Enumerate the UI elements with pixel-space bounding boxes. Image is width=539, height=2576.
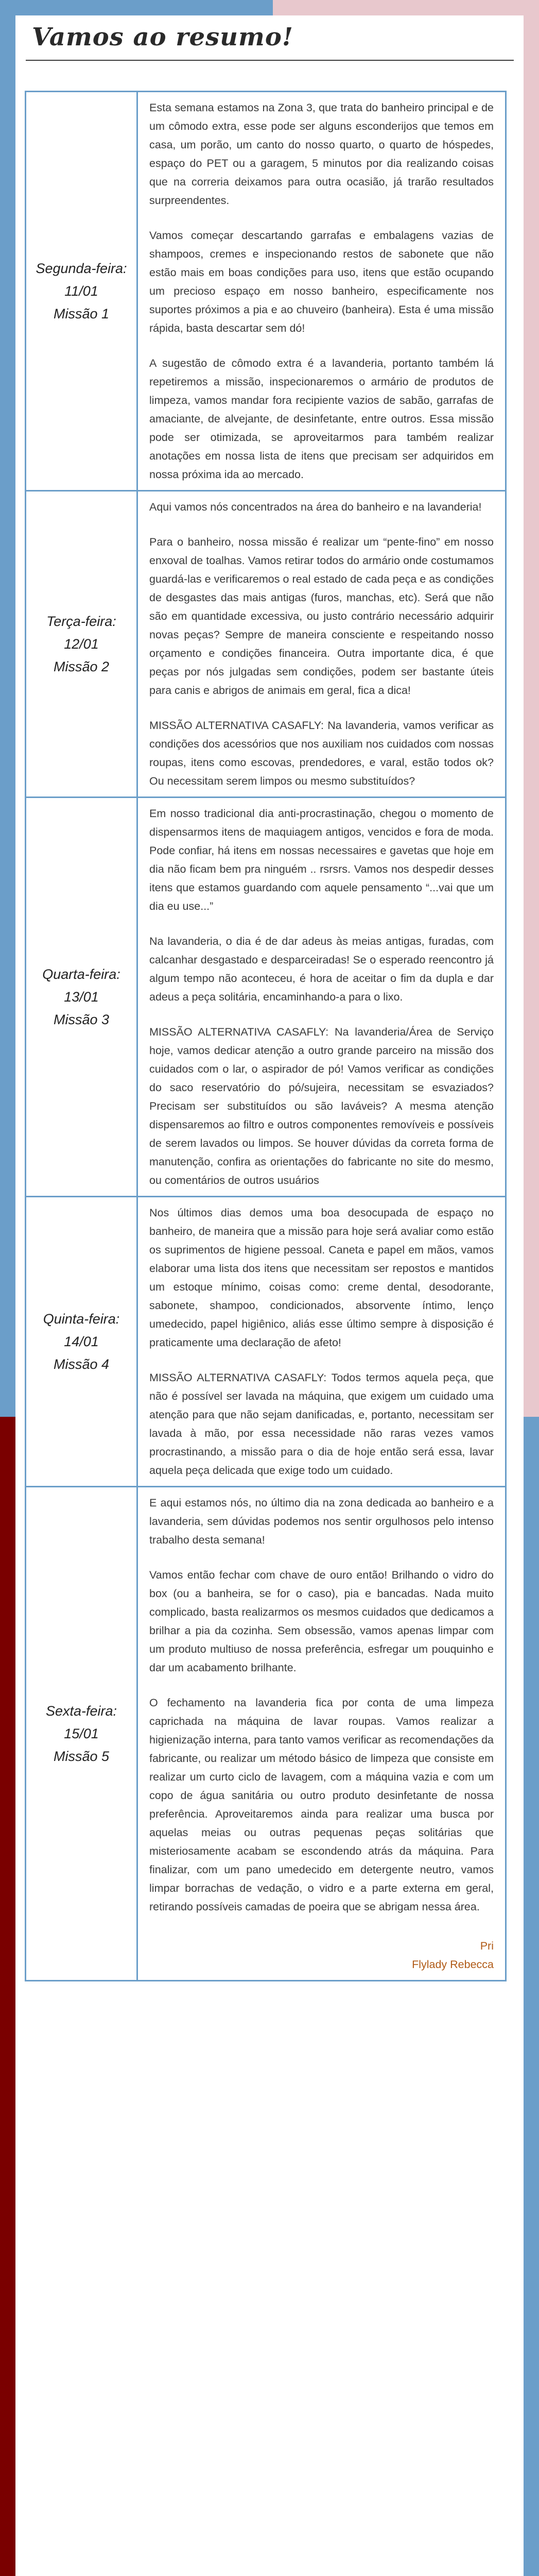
day-date: 14/01 xyxy=(64,1334,99,1349)
paragraph: E aqui estamos nós, no último dia na zona dedicada ao banheiro e a lavanderia, sem dúvidas podemos nos sentir orgulhosos pelo intenso trabalho desta semana! xyxy=(149,1497,494,1546)
table-row xyxy=(26,491,506,798)
paragraph: Em nosso tradicional dia anti-procrastinação, chegou o momento de dispensarmos itens de maquiagem antigos, vencidos e fora de moda. Pode confiar, há itens em nossas necessaires e gavetas que hoje em dia não ficam bem pra ninguém .. rsrsrs. Vamos nos despedir desses itens que estamos guardando com aquele pensamento “...vai que um dia eu use...” xyxy=(149,807,494,912)
signature-author: Flylady Rebecca xyxy=(412,1958,494,1971)
day-date: 12/01 xyxy=(64,636,99,652)
table-row xyxy=(26,798,506,1197)
day-cell xyxy=(26,1487,137,1981)
page-title: Vamos ao resumo! xyxy=(32,23,293,52)
day-date: 11/01 xyxy=(64,283,98,299)
content-cell xyxy=(137,491,506,798)
paragraph: Na lavanderia, o dia é de dar adeus às meias antigas, furadas, com calcanhar desgastado e desparceiradas! Se o esperado reencontro já algum tempo não aconteceu, é hora de aceitar o fim da dupla e dar adeus a peça solitária, encaminhando-a para o lixo. xyxy=(149,935,494,1003)
paragraph: Vamos então fechar com chave de ouro então! Brilhando o vidro do box (ou a banheira, se for o caso), pia e bancadas. Nada muito complicado, basta realizarmos os mesmos cuidados que dedicamos a brilhar a pia da cozinha. Sem obsessão, vamos apenas limpar com um produto multiuso de nossa preferência, esfregar um pouquinho e dar um acabamento brilhante. xyxy=(149,1569,494,1674)
frame-top-blue xyxy=(0,0,273,15)
table-row xyxy=(26,92,506,491)
paragraph: MISSÃO ALTERNATIVA CASAFLY: Na lavanderia/Área de Serviço hoje, vamos dedicar atenção a outro grande parceiro na missão dos cuidados com o lar, o aspirador de pó! Vamos verificar as condições do saco reservatório do pó/sujeira, necessitam se esvaziados? Precisam ser substituídos ou são laváveis? A mesma atenção dispensaremos ao filtro e outros componentes removíveis e possíveis de serem lavados ou limpos. Se houver dúvidas da correta forma de manutenção, confira as orientações do fabricante no site do mesmo, ou comentários de outros usuários xyxy=(149,1026,494,1187)
paragraph: Esta semana estamos na Zona 3, que trata do banheiro principal e de um cômodo extra, esse pode ser alguns esconderijos que temos em casa, um porão, um canto do nosso quarto, o quarto de hóspedes, espaço do PET ou a garagem, 5 minutos por dia realizando coisas que na correria deixamos para outra ocasião, já trarão resultados surpreendentes. xyxy=(149,101,494,207)
paragraph: Aqui vamos nós concentrados na área do banheiro e na lavanderia! xyxy=(149,501,482,513)
day-name: Quinta-feira: xyxy=(43,1311,120,1327)
signature xyxy=(149,1937,494,1974)
table-row xyxy=(26,1197,506,1487)
day-name: Sexta-feira: xyxy=(45,1703,117,1719)
content-cell xyxy=(137,1487,506,1981)
paragraph: Vamos começar descartando garrafas e embalagens vazias de shampoos, cremes e inspecionando restos de sabonete que não estão mais em boas condições para uso, itens que estão ocupando um precioso espaço em nosso banheiro, especificamente nos suportes próximos a pia e ao chuveiro (banheira). Esta é uma missão rápida, basta descartar sem dó! xyxy=(149,229,494,334)
frame-top-pink xyxy=(273,0,539,15)
day-mission: Missão 3 xyxy=(53,1012,110,1027)
frame-right-blue xyxy=(524,1417,539,2576)
paragraph: MISSÃO ALTERNATIVA CASAFLY: Todos termos aquela peça, que não é possível ser lavada na máquina, que exigem um cuidado uma atenção para que não sejam danificadas, e, portanto, necessitam ser lavada à mão, por essa necessidade não raras vezes vamos procrastinando, a missão para o dia de hoje então será essa, lavar aquela peça delicada que exige todo um cuidado. xyxy=(149,1371,494,1477)
day-mission: Missão 1 xyxy=(53,306,110,321)
day-date: 13/01 xyxy=(64,989,99,1005)
frame-left-blue xyxy=(0,0,15,1417)
frame-right-pink xyxy=(524,0,539,1417)
day-cell xyxy=(26,92,137,491)
day-mission: Missão 4 xyxy=(53,1357,110,1372)
frame-left-maroon xyxy=(0,1417,15,2576)
schedule-table xyxy=(25,91,507,1981)
paragraph: MISSÃO ALTERNATIVA CASAFLY: Na lavanderia, vamos verificar as condições dos acessórios que nos auxiliam nos cuidados com nossas roupas, itens como escovas, prendedores, e varal, estão todos ok? Ou necessitam serem limpos ou mesmo substituídos? xyxy=(149,719,494,787)
day-name: Terça-feira: xyxy=(46,614,116,629)
day-cell xyxy=(26,798,137,1197)
paragraph: A sugestão de cômodo extra é a lavanderia, portanto também lá repetiremos a missão, inspecionaremos o armário de produtos de limpeza, vamos mandar fora recipiente vazios de sabão, garrafas de amaciante, de alvejante, de desinfetante, entre outros. Essa missão pode ser otimizada, se aproveitarmos para também realizar anotações em nossa lista de itens que precisam ser adquiridos em nossa próxima ida ao mercado. xyxy=(149,357,494,481)
title-divider xyxy=(26,60,514,61)
day-cell xyxy=(26,491,137,798)
content-cell xyxy=(137,798,506,1197)
paragraph: Para o banheiro, nossa missão é realizar um “pente-fino” em nosso enxoval de toalhas. Vamos retirar todos do armário onde costumamos guardá-las e verificaremos o real estado de cada peça e as condições de desgastes das mais antigas (furos, manchas, etc). Será que não são em quantidade excessiva, ou justo contrário necessário adquirir novas peças? Sempre de maneira consciente e respeitando nosso orçamento e condições financeira. Outra importante dica, é que peças por nós julgadas sem condições, podem ser bastante úteis para canis e abrigos de animais em geral, fica a dica! xyxy=(149,536,494,697)
day-cell xyxy=(26,1197,137,1487)
day-mission: Missão 5 xyxy=(53,1749,110,1764)
content-cell xyxy=(137,1197,506,1487)
content-cell xyxy=(137,92,506,491)
paragraph: Nos últimos dias demos uma boa desocupada de espaço no banheiro, de maneira que a missão para hoje será avaliar como estão os suprimentos de higiene pessoal. Caneta e papel em mãos, vamos elaborar uma lista dos itens que necessitam ser repostos e mantidos um estoque mínimo, coisas como: creme dental, desodorante, sabonete, shampoo, condicionados, absorvente íntimo, lenço umedecido, papel higiênico, aliás esse último sempre à disposição é praticamente uma declaração de afeto! xyxy=(149,1207,494,1349)
table-row xyxy=(26,1487,506,1981)
signature-name: Pri xyxy=(480,1940,494,1952)
paragraph: O fechamento na lavanderia fica por conta de uma limpeza caprichada na máquina de lavar roupas. Vamos realizar a higienização interna, para tanto vamos verificar as recomendações da fabricante, ou realizar um método básico de limpeza que consiste em realizar um curto ciclo de lavagem, com a máquina vazia e com um copo de água sanitária ou outro produto desinfetante de nossa preferência. Aproveitaremos ainda para realizar uma busca por aquelas meias ou outras pequenas peças solitárias que misteriosamente acabam se escondendo atrás da máquina. Para finalizar, com um pano umedecido em detergente neutro, vamos limpar borrachas de vedação, o vidro e a parte externa em geral, retirando possíveis camadas de poeira que se abrigam nessa área. xyxy=(149,1697,494,1913)
day-mission: Missão 2 xyxy=(53,659,110,674)
day-name: Segunda-feira: xyxy=(36,261,127,276)
day-name: Quarta-feira: xyxy=(42,967,120,982)
day-date: 15/01 xyxy=(64,1726,99,1741)
